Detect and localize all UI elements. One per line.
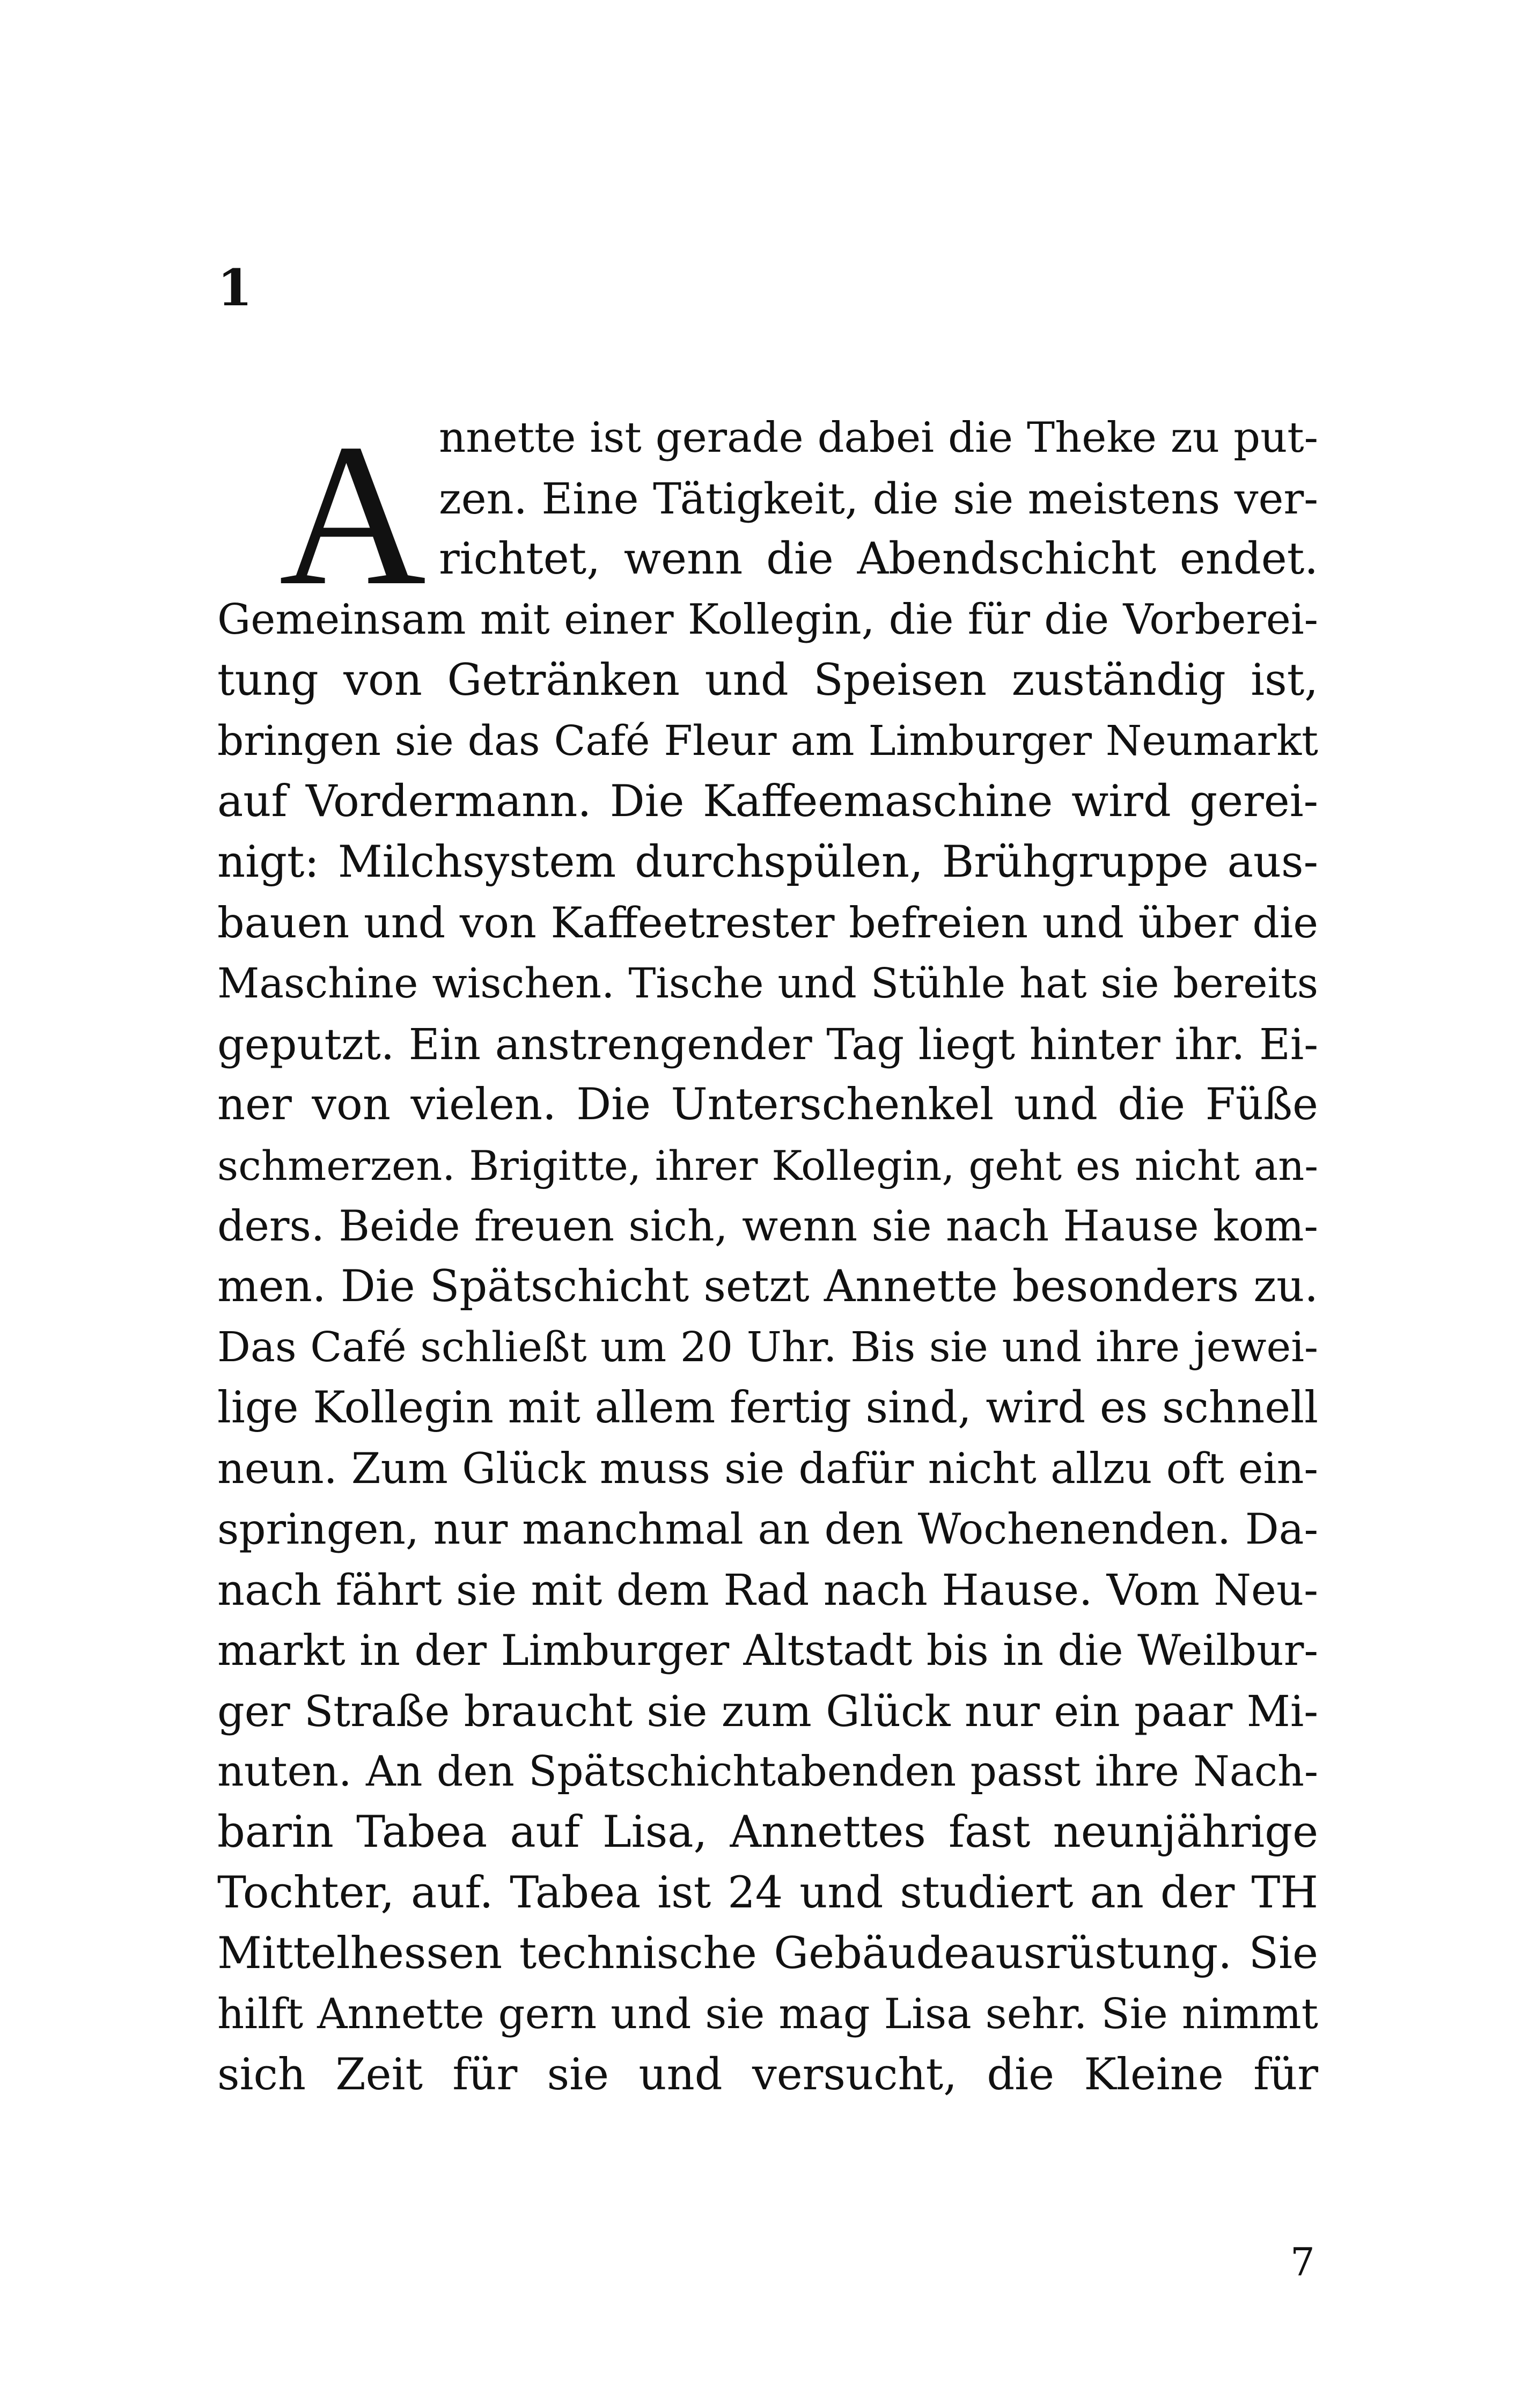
text-line: nigt: Milchsystem durchspülen, Brühgruppe aus-: [217, 837, 1318, 887]
text-line: Maschine wischen. Tische und Stühle hat sie bereits: [217, 960, 1318, 1008]
text-line: nach fährt sie mit dem Rad nach Hause. Vom Neu-: [217, 1565, 1318, 1615]
text-line: neun. Zum Glück muss sie dafür nicht allzu oft ein-: [217, 1444, 1318, 1493]
text-line: ders. Beide freuen sich, wenn sie nach Hause kom-: [217, 1201, 1318, 1251]
text-line: lige Kollegin mit allem fertig sind, wird es schnell: [217, 1383, 1318, 1433]
chapter-number: 1: [217, 259, 253, 318]
text-line: nuten. An den Spätschichtabenden passt ihre Nach-: [217, 1748, 1318, 1796]
page-number: 7: [1290, 2240, 1315, 2285]
text-line: bringen sie das Café Fleur am Limburger Neumarkt: [217, 717, 1318, 765]
text-line: zen. Eine Tätigkeit, die sie meistens ver-: [439, 474, 1318, 524]
text-line: sich Zeit für sie und versucht, die Kleine für: [217, 2050, 1318, 2100]
text-line: Tochter, auf. Tabea ist 24 und studiert an der TH: [217, 1868, 1318, 1918]
text-line: barin Tabea auf Lisa, Annettes fast neunjährige: [217, 1807, 1318, 1858]
text-line: ger Straße braucht sie zum Glück nur ein paar Mi-: [217, 1686, 1318, 1736]
text-line: Das Café schließt um 20 Uhr. Bis sie und ihre jewei-: [217, 1323, 1318, 1371]
text-line: men. Die Spätschicht setzt Annette besonders zu.: [217, 1261, 1318, 1312]
text-line: tung von Getränken und Speisen zuständig ist,: [217, 655, 1318, 706]
text-line: richtet, wenn die Abendschicht endet.: [439, 534, 1318, 584]
text-line: Mittelhessen technische Gebäudeausrüstung. Sie: [217, 1928, 1318, 1979]
text-line: Gemeinsam mit einer Kollegin, die für die Vorberei-: [217, 596, 1318, 644]
text-line: geputzt. Ein anstrengender Tag liegt hinter ihr. Ei-: [217, 1019, 1318, 1069]
text-line: hilft Annette gern und sie mag Lisa sehr. Sie nimmt: [217, 1990, 1318, 2038]
text-line: auf Vordermann. Die Kaffeemaschine wird gerei-: [217, 776, 1318, 827]
drop-cap-initial: A: [279, 402, 427, 628]
text-line: schmerzen. Brigitte, ihrer Kollegin, geht es nicht an-: [217, 1142, 1318, 1190]
text-line: ner von vielen. Die Unterschenkel und die Füße: [217, 1080, 1318, 1130]
text-line: markt in der Limburger Altstadt bis in die Weilbur-: [217, 1626, 1318, 1675]
text-line: bauen und von Kaffeetrester befreien und über die: [217, 898, 1318, 948]
text-line: nnette ist gerade dabei die Theke zu put-: [439, 414, 1318, 462]
text-line: springen, nur manchmal an den Wochenenden. Da-: [217, 1504, 1318, 1554]
